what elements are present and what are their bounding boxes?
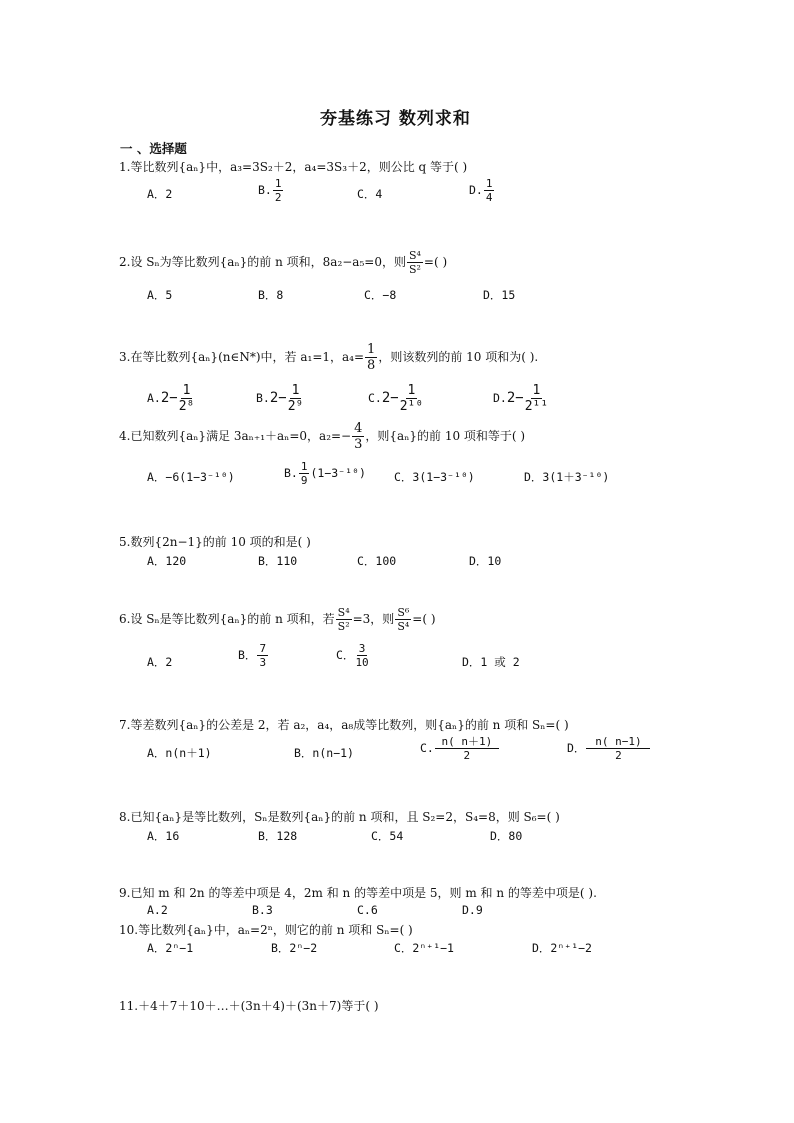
question-8-stem: 8.已知{aₙ}是等比数列，Sₙ是数列{aₙ}的前 n 项和，且 S₂=2，S₄=8，则 S₆=( )	[119, 810, 560, 824]
q7-d-label: D．	[567, 741, 586, 755]
page-title: 夯基练习 数列求和	[320, 109, 471, 129]
q2-stem-fraction	[407, 250, 423, 275]
q7-d-denominator: 2	[615, 749, 622, 762]
q10-option-c: C．2ⁿ⁺¹−1	[394, 941, 454, 955]
q7-option-d	[567, 736, 651, 761]
q8-option-c: C．54	[371, 829, 404, 843]
question-11-stem: 11.＋4＋7＋10＋…＋(3n＋4)＋(3n＋7)等于( )	[119, 999, 379, 1013]
q6-stem-middle: =3，则	[352, 612, 395, 626]
q6-c-label: C．	[336, 648, 355, 662]
q8-option-b: B．128	[258, 829, 298, 843]
q1-option-d-fraction	[484, 178, 495, 203]
question-7-stem: 7.等差数列{aₙ}的公差是 2，若 a₂，a₄，a₈成等比数列，则{aₙ}的前 n 项和 Sₙ=( )	[119, 718, 569, 732]
q2-option-d: D．15	[483, 288, 516, 302]
q6-stem-prefix: 6.设 Sₙ是等比数列{aₙ}的前 n 项和，若	[119, 612, 335, 626]
q3-stem-prefix: 3.在等比数列{aₙ}(n∈N*)中，若 a₁=1，a₄=	[119, 350, 365, 364]
q4-b-numerator: 1	[300, 460, 308, 473]
q3-c-numerator: 1	[407, 383, 416, 398]
q5-option-a: A．120	[147, 554, 187, 568]
q1-option-d-label: D.	[469, 183, 483, 197]
q7-d-numerator: n( n−1)	[586, 736, 650, 749]
q5-option-c: C．100	[357, 554, 397, 568]
q1-b-denominator: 2	[274, 191, 282, 204]
q6-b-denominator: 3	[259, 656, 267, 669]
q2-option-c: C．−8	[364, 288, 397, 302]
q4-b-expression: (1−3⁻¹⁰)	[310, 466, 366, 480]
q3-stem-fraction	[365, 343, 377, 372]
q4-stem-fraction	[352, 422, 364, 451]
q2-option-b: B．8	[258, 288, 284, 302]
q3-b-term: 2−	[269, 390, 287, 406]
q1-option-a: A．2	[147, 187, 173, 201]
q1-b-numerator: 1	[274, 177, 282, 190]
question-4-stem	[119, 422, 525, 451]
q9-option-c: C.6	[357, 903, 378, 917]
q6-f1-numerator: S⁴	[337, 606, 350, 619]
q7-c-numerator: n( n＋1)	[435, 736, 499, 749]
q3-a-numerator: 1	[182, 383, 191, 398]
q3-d-fraction	[525, 384, 548, 413]
q1-d-denominator: 4	[485, 191, 493, 204]
q3-c-label: C.	[368, 391, 382, 405]
q7-d-fraction	[586, 736, 650, 761]
q3-fraction-denominator: 8	[367, 358, 376, 373]
q4-stem-prefix: 4.已知数列{aₙ}满足 3aₙ₊₁＋aₙ=0，a₂=−	[119, 429, 352, 443]
q9-option-b: B.3	[252, 903, 273, 917]
q3-b-denominator: 2⁹	[287, 399, 304, 414]
q8-option-d: D．80	[490, 829, 523, 843]
q6-fraction-1	[336, 607, 352, 632]
q3-option-c	[368, 384, 424, 413]
q4-stem-suffix: ，则{aₙ}的前 10 项和等于( )	[365, 429, 526, 443]
q4-option-d: D．3(1＋3⁻¹⁰)	[524, 470, 610, 484]
q7-c-label: C.	[420, 741, 434, 755]
q3-a-denominator: 2⁸	[178, 399, 195, 414]
q6-f2-denominator: S⁴	[397, 620, 410, 633]
q3-option-b	[256, 384, 304, 413]
q3-stem-suffix: ，则该数列的前 10 项和为( ).	[378, 350, 539, 364]
q1-option-c: C．4	[357, 187, 383, 201]
q4-option-c: C．3(1−3⁻¹⁰)	[394, 470, 475, 484]
q7-c-fraction	[435, 736, 499, 761]
q3-d-term: 2−	[506, 390, 524, 406]
q3-d-label: D.	[493, 391, 507, 405]
q5-option-d: D．10	[469, 554, 502, 568]
q4-option-b	[284, 461, 366, 486]
q1-d-numerator: 1	[485, 177, 493, 190]
q4-b-denominator: 9	[300, 474, 308, 487]
q2-stem-prefix: 2.设 Sₙ为等比数列{aₙ}的前 n 项和，8a₂−a₅=0，则	[119, 255, 406, 269]
q2-fraction-numerator: S⁴	[408, 249, 421, 262]
q1-option-b-label: B.	[258, 183, 272, 197]
q2-fraction-denominator: S²	[408, 263, 421, 276]
q3-option-d	[493, 384, 549, 413]
q2-stem-suffix: =( )	[423, 255, 448, 269]
q7-option-a: A．n(n＋1)	[147, 746, 212, 760]
question-5-stem: 5.数列{2n−1}的前 10 项的和是( )	[119, 535, 311, 549]
q10-option-b: B．2ⁿ−2	[271, 941, 318, 955]
q4-fraction-denominator: 3	[354, 437, 363, 452]
question-2-stem	[119, 250, 447, 275]
q6-f2-numerator: S⁶	[397, 606, 410, 619]
q6-option-d: D．1 或 2	[462, 655, 520, 669]
q3-a-label: A.	[147, 391, 161, 405]
q3-b-fraction	[288, 384, 304, 413]
q1-option-b-fraction	[273, 178, 284, 203]
q3-d-denominator: 2¹¹	[524, 399, 549, 414]
q6-c-numerator: 3	[358, 642, 366, 655]
q10-option-d: D．2ⁿ⁺¹−2	[532, 941, 592, 955]
q3-c-fraction	[400, 384, 423, 413]
q7-option-c	[420, 736, 500, 761]
q4-b-fraction	[299, 461, 310, 486]
q3-b-numerator: 1	[291, 383, 300, 398]
q6-stem-suffix: =( )	[412, 612, 436, 626]
q3-a-fraction	[179, 384, 195, 413]
q3-d-numerator: 1	[532, 383, 541, 398]
q6-f1-denominator: S²	[337, 620, 350, 633]
section-heading: 一 、选择题	[120, 141, 187, 156]
q7-c-denominator: 2	[463, 749, 471, 762]
q1-option-d	[469, 178, 495, 203]
q9-option-a: A.2	[147, 903, 168, 917]
q3-fraction-numerator: 1	[367, 342, 376, 357]
question-1-stem: 1.等比数列{aₙ}中，a₃=3S₂＋2，a₄=3S₃＋2，则公比 q 等于( )	[119, 160, 468, 174]
q6-option-c	[336, 643, 370, 668]
q6-fraction-2	[395, 607, 411, 632]
q6-b-fraction	[257, 643, 268, 668]
q7-option-b: B．n(n−1)	[294, 746, 354, 760]
q8-option-a: A．16	[147, 829, 180, 843]
q6-c-fraction	[355, 643, 368, 668]
q3-b-label: B.	[256, 391, 270, 405]
q4-b-label: B.	[284, 466, 298, 480]
q5-option-b: B．110	[258, 554, 298, 568]
q4-option-a: A．−6(1−3⁻¹⁰)	[147, 470, 235, 484]
question-3-stem	[119, 343, 538, 372]
q9-option-d: D.9	[462, 903, 483, 917]
q2-option-a: A．5	[147, 288, 173, 302]
question-9-stem: 9.已知 m 和 2n 的等差中项是 4，2m 和 n 的等差中项是 5，则 m 和 n 的等差中项是( ).	[119, 886, 597, 900]
question-10-stem: 10.等比数列{aₙ}中，aₙ=2ⁿ，则它的前 n 项和 Sₙ=( )	[119, 923, 413, 937]
q1-option-b	[258, 178, 284, 203]
q3-c-term: 2−	[381, 390, 399, 406]
question-6-stem	[119, 607, 436, 632]
q6-option-b	[238, 643, 269, 668]
q6-b-numerator: 7	[259, 642, 267, 655]
q6-b-label: B．	[238, 648, 257, 662]
q3-c-denominator: 2¹⁰	[399, 399, 424, 414]
q6-option-a: A．2	[147, 655, 173, 669]
q3-a-term: 2−	[160, 390, 178, 406]
q4-fraction-numerator: 4	[354, 421, 363, 436]
q10-option-a: A．2ⁿ−1	[147, 941, 194, 955]
q3-option-a	[147, 384, 195, 413]
q6-c-denominator: 10	[355, 656, 369, 669]
